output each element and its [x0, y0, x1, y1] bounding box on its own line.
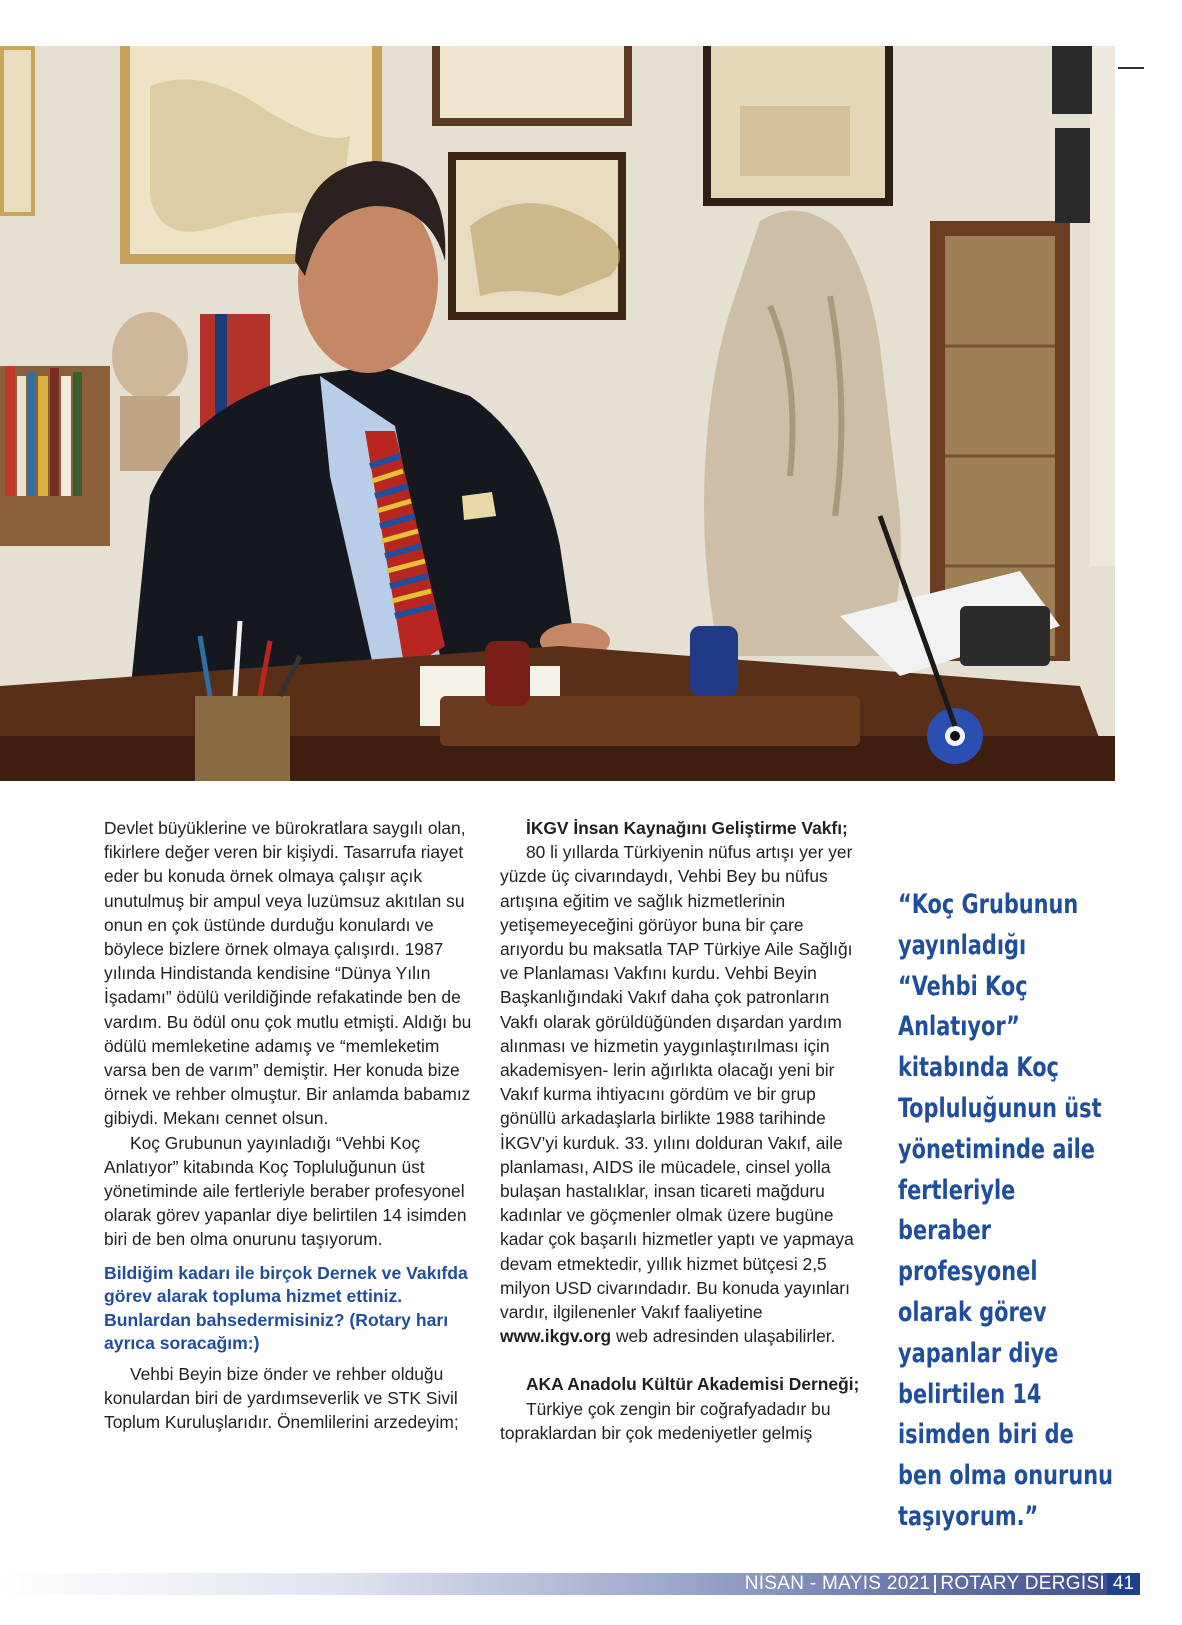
website-link[interactable]: www.ikgv.org	[500, 1326, 612, 1347]
footer-separator	[934, 1575, 936, 1593]
page-number: 41	[1107, 1573, 1140, 1595]
interview-question: Bildiğim kadarı ile birçok Dernek ve Vakıfda görev alarak topluma hizmet ettiniz. Bunlardan bahsedermisiniz? (Rotary harı ayrıca soracağım:)	[104, 1262, 468, 1354]
pull-quote: “Koç Grubunun yayınladığı “Vehbi Koç Anlatıyor” kitabında Koç Topluluğunun üst yönetiminde aile fertleriyle beraber profesyonel olarak görev yapanlar diye belirtilen 14 isimden biri de ben olma onurunu taşıyorum.”	[898, 889, 1113, 1532]
footer-text	[745, 1573, 1105, 1595]
top-rule	[1118, 67, 1144, 69]
paragraph-text: 80 li yıllarda Türkiyenin nüfus artışı yer yer yüzde üç civarındaydı, Vehbi Bey bu nüfus artışına eğitim ve sağlık hizmetlerinin yetişemeyeceğini görüyor buna bir çare arıyordu bu maksatla TAP Türkiye Aile Sağlığı ve Planlaması Vakfını kurdu. Vehbi Beyin Başkanlığındaki Vakıf daha çok patronların Vakfı olarak görüldüğünden dışardan yardım alınması ve hizmetin yaygınlaştırılması için akademisyen- lerin ağırlıkta olacağı yeni bir Vakıf kurma ihtiyacını gördüm ve bir grup gönüllü arkadaşlarla birlikte 1988 tarihinde İKGV’yi kurduk. 33. yılını dolduran Vakıf, aile planlaması, AIDS ile mücadele, cinsel yolla bulaşan hastalıklar, insan ticareti mağduru kadınlar ve göçmenler olmak üzere bugüne kadar çok başarılı hizmetler yaptı ve yapmaya devam etmektedir, yıllık hizmet bütçesi 2,5 milyon USD civarındadır. Bu konuda yayınları vardır, ilgilenenler Vakıf faaliyetine	[500, 842, 854, 1323]
article-photo	[0, 46, 1115, 781]
article-column-right	[500, 816, 872, 1445]
section-heading-aka: AKA Anadolu Kültür Akademisi Derneği;	[526, 1374, 860, 1395]
paragraph: Vehbi Beyin bize önder ve rehber olduğu konulardan biri de yardımseverlik ve STK Sivil Toplum Kuruluşlarıdır. Önemlilerini arzedeyim;	[104, 1363, 459, 1433]
paragraph: Türkiye çok zengin bir coğrafyadadır bu topraklardan bir çok medeniyetler gelmiş	[500, 1398, 831, 1443]
section-heading-ikgv: İKGV İnsan Kaynağını Geliştirme Vakfı;	[526, 818, 848, 838]
photo-illustration	[0, 46, 1115, 781]
paragraph: Koç Grubunun yayınladığı “Vehbi Koç Anlatıyor” kitabında Koç Topluluğunun üst yönetiminde aile fertleriyle beraber profesyonel olarak görev yapanlar diye belirtilen 14 isimden biri de ben olma onurunu taşıyorum.	[104, 1132, 467, 1250]
article-column-left	[104, 816, 474, 1434]
paragraph	[500, 840, 872, 1348]
issue-date: NİSAN - MAYIS 2021	[744, 1573, 931, 1594]
magazine-name: ROTARY DERGİSİ	[940, 1573, 1105, 1594]
paragraph-text: web adresinden ulaşabilirler.	[615, 1326, 836, 1347]
paragraph: Devlet büyüklerine ve bürokratlara saygılı olan, fikirlere değer veren bir kişiydi. Tasarrufa riayet eder bu konuda örnek olmaya çalışır açık unutulmuş bir ampul veya luzümsuz akıtılan su onun en çok üstünde durduğu konulardı ve böylece bizlere örnek olmaya çalışırdı. 1987 yılında Hindistanda kendisine “Dünya Yılın İşadamı” ödülü verildiğinde refakatinde ben de vardım. Bu ödül onu çok mutlu etmişti. Aldığı bu ödülü memleketine adamış ve “memleketim varsa ben de varım” demiştir. Her konuda bize örnek ve rehber olmuştur. Bir anlamda babamız gibiydi. Mekanı cennet olsun.	[104, 818, 472, 1129]
